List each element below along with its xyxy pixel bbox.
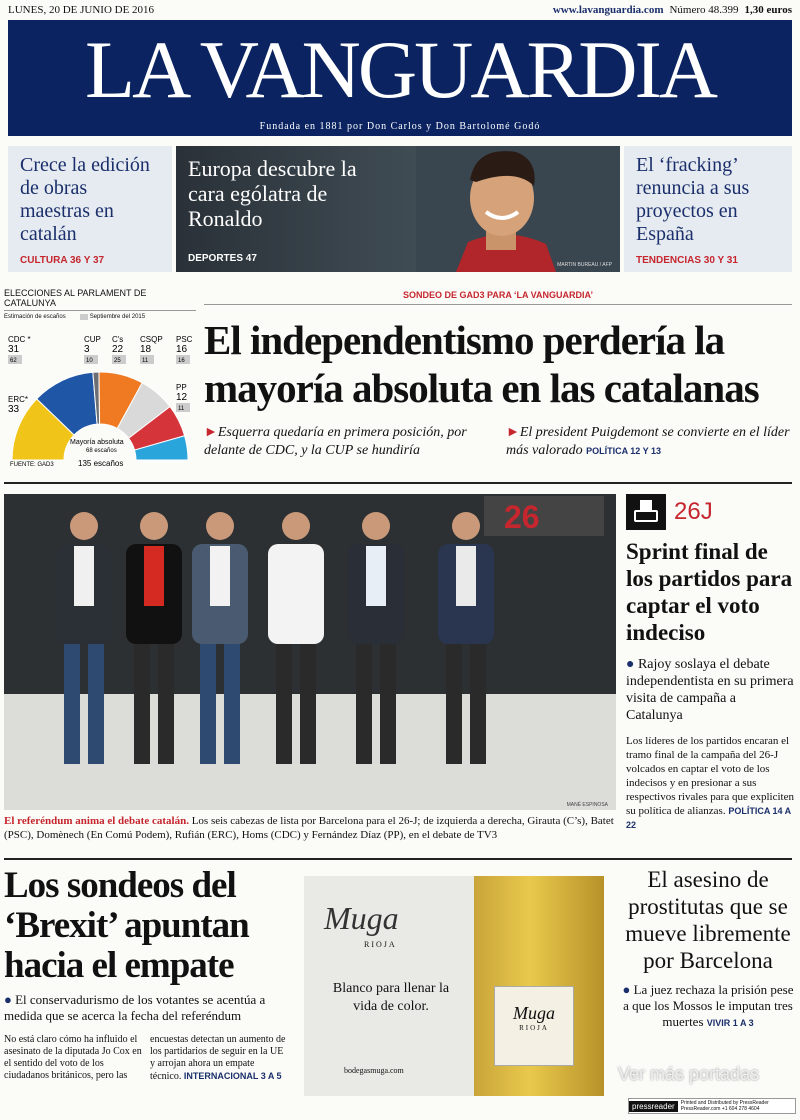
slice-label: CUP bbox=[84, 335, 101, 344]
photo-caption bbox=[4, 814, 616, 842]
slice-value: 12 bbox=[176, 392, 188, 403]
prev-value: 62 bbox=[10, 358, 17, 364]
brexit-col-1: No está claro cómo ha influido el asesinato de la diputada Jo Cox en el sentido del voto de los ciudadanos británicos, pero las bbox=[4, 1034, 142, 1081]
chart-annotation: FUENTE: GAD3 bbox=[10, 462, 54, 468]
label-region: RIOJA bbox=[519, 1024, 549, 1032]
slice-value: 18 bbox=[140, 344, 152, 355]
brexit-story[interactable] bbox=[4, 866, 288, 1083]
caption-text: Los seis cabezas de lista por Barcelona para el 26-J; de izquierda a derecha, Girauta (C’s), Batet (PSC), Domènech (En Comú Podem), Rufián (ERC), Homs (CDC) y Fernández Díaz (PP), en el debate de TV3 bbox=[4, 815, 614, 841]
slice-label: C's bbox=[112, 335, 124, 344]
slice-value: 22 bbox=[112, 344, 124, 355]
brexit-col-2 bbox=[150, 1034, 288, 1083]
bullet-text: La juez rechaza la prisión pese a que los Mossos le imputan tres muertes bbox=[623, 982, 794, 1029]
ad-slogan: Blanco para llenar la vida de color. bbox=[332, 981, 450, 1014]
legend-2015: Septiembre del 2015 bbox=[89, 314, 146, 320]
teaser-culture[interactable] bbox=[8, 146, 172, 272]
body-text: Los líderes de los partidos encaran el tramo final de la campaña del 26-J volcados en captar el voto de los indecisos y en presionar a sus respectivos rivales para que expliciten su política de alianzas. bbox=[626, 735, 794, 817]
prev-value: 25 bbox=[114, 358, 121, 364]
side-headline: Sprint final de los partidos para captar el voto indeciso bbox=[626, 539, 793, 645]
subhead-text: Esquerra quedaría en primera posición, por delante de CDC, y la CUP se hundiría bbox=[204, 425, 467, 458]
slice-label: CSQP bbox=[140, 335, 163, 344]
page-ref[interactable]: INTERNACIONAL 3 A 5 bbox=[183, 1071, 282, 1081]
slice-label: CDC * bbox=[8, 335, 31, 344]
slice-label: ERC* bbox=[8, 395, 29, 404]
elections-26j-story[interactable] bbox=[626, 494, 794, 832]
main-subhead-1: ►Esquerra quedaría en primera posición, por delante de CDC, y la CUP se hundiría bbox=[204, 425, 467, 458]
ballot-box-icon bbox=[626, 494, 666, 530]
pressreader-bar bbox=[628, 1098, 796, 1114]
election-chart bbox=[4, 288, 196, 466]
teaser-headline: Europa descubre la cara ególatra de Ronaldo bbox=[188, 156, 357, 231]
crime-headline: El asesino de prostitutas que se mueve libremente por Barcelona bbox=[625, 867, 791, 973]
caption-lead: El referéndum anima el debate catalán. bbox=[4, 815, 189, 827]
crime-bullet: ● La juez rechaza la prisión pese a que los Mossos le imputan tres muertes VIVIR 1 A 3 bbox=[622, 982, 794, 1029]
issue-date: LUNES, 20 DE JUNIO DE 2016 bbox=[8, 4, 155, 16]
chart-annotation: 135 escaños bbox=[78, 459, 124, 468]
masthead bbox=[8, 20, 792, 136]
chart-title: ELECCIONES AL PARLAMENT DE CATALUNYA bbox=[4, 288, 196, 311]
founded-line: Fundada en 1881 por Don Carlos y Don Bartolomé Godó bbox=[259, 121, 541, 132]
brexit-headline: Los sondeos del ‘Brexit’ apuntan hacia el empate bbox=[4, 865, 249, 986]
teaser-section: TENDENCIAS 30 Y 31 bbox=[636, 255, 738, 266]
pressreader-note: Printed and Distributed by PressReader PressReader.com +1 604 278 4604 bbox=[680, 1100, 769, 1112]
slice-label: PSC bbox=[176, 335, 193, 344]
teaser-headline: Crece la edición de obras maestras en catalán bbox=[20, 154, 150, 245]
chart-annotation: Mayoría absoluta bbox=[70, 439, 124, 446]
issue-number: Número 48.399 bbox=[669, 4, 739, 16]
legend-estimate: Estimación de escaños bbox=[4, 314, 66, 320]
main-subhead-2: ►El president Puigdemont se convierte en el líder más valorado POLÍTICA 12 Y 13 bbox=[506, 425, 790, 458]
debate-scene bbox=[4, 494, 616, 810]
website-link[interactable]: www.lavanguardia.com bbox=[552, 4, 664, 16]
ronaldo-photo bbox=[416, 146, 620, 272]
chart-annotation: 68 escaños bbox=[86, 448, 117, 454]
newspaper-logo: LA VANGUARDIA bbox=[85, 24, 715, 115]
prev-value: 16 bbox=[178, 358, 185, 364]
slice-value: 31 bbox=[8, 344, 20, 355]
bottle-label bbox=[494, 986, 574, 1066]
chart-svg bbox=[4, 320, 196, 470]
ad-brand: Muga bbox=[324, 900, 399, 936]
top-bar bbox=[8, 4, 792, 20]
ad-region: RIOJA bbox=[364, 940, 397, 949]
teaser-trends[interactable] bbox=[624, 146, 792, 272]
subhead-text: El president Puigdemont se convierte en el líder más valorado bbox=[506, 425, 790, 458]
teaser-section: DEPORTES 47 bbox=[188, 253, 257, 264]
slice-value: 16 bbox=[176, 344, 188, 355]
page-ref[interactable]: POLÍTICA 12 Y 13 bbox=[586, 446, 661, 456]
muga-advertisement[interactable] bbox=[304, 876, 604, 1096]
bullet-text: El conservadurismo de los votantes se acentúa a medida que se acerca la fecha del referéndum bbox=[4, 992, 266, 1023]
brexit-bullet: ● El conservadurismo de los votantes se acentúa a medida que se acerca la fecha del referéndum bbox=[4, 992, 266, 1023]
col-text: encuestas detectan un aumento de los partidarios de seguir en la UE y arrojan ahora un empate técnico. bbox=[150, 1034, 286, 1082]
pressreader-logo[interactable]: pressreader bbox=[629, 1101, 678, 1112]
ad-url[interactable]: bodegasmuga.com bbox=[344, 1066, 404, 1075]
section-tag: 26J bbox=[674, 498, 713, 525]
divider bbox=[4, 858, 792, 860]
prev-value: 10 bbox=[86, 358, 93, 364]
photo-credit: MANÉ ESPINOSA bbox=[566, 802, 608, 808]
slice-label: PP bbox=[176, 383, 187, 392]
backdrop-logo: 26 bbox=[504, 499, 540, 535]
main-headline[interactable]: El independentismo perdería la mayoría absoluta en las catalanas bbox=[204, 317, 759, 411]
slice-value: 3 bbox=[84, 344, 90, 355]
page-ref[interactable]: POLÍTICA 14 A 22 bbox=[626, 806, 791, 830]
prev-value: 11 bbox=[178, 406, 185, 412]
photo-credit: MARTIN BUREAU / AFP bbox=[557, 262, 612, 268]
watermark: Ver más portadas bbox=[618, 1064, 760, 1084]
side-body bbox=[626, 734, 794, 832]
prev-value: 11 bbox=[142, 358, 149, 364]
teaser-headline: El ‘fracking’ renuncia a sus proyectos en España bbox=[636, 154, 750, 245]
debate-photo bbox=[4, 494, 616, 810]
teaser-sports[interactable] bbox=[176, 146, 620, 272]
bullet-text: Rajoy soslaya el debate independentista en su primera visita de campaña a Catalunya bbox=[626, 657, 794, 723]
side-bullet: ● Rajoy soslaya el debate independentista en su primera visita de campaña a Catalunya bbox=[626, 657, 794, 723]
label-brand: Muga bbox=[513, 1003, 555, 1023]
slice-value: 33 bbox=[8, 404, 20, 415]
teaser-section: CULTURA 36 Y 37 bbox=[20, 255, 105, 266]
price: 1,30 euros bbox=[744, 4, 792, 16]
page-ref[interactable]: VIVIR 1 A 3 bbox=[706, 1018, 754, 1028]
divider bbox=[4, 482, 792, 484]
crime-story[interactable] bbox=[622, 866, 794, 1031]
main-kicker: SONDEO DE GAD3 PARA ‘LA VANGUARDIA’ bbox=[204, 290, 792, 305]
